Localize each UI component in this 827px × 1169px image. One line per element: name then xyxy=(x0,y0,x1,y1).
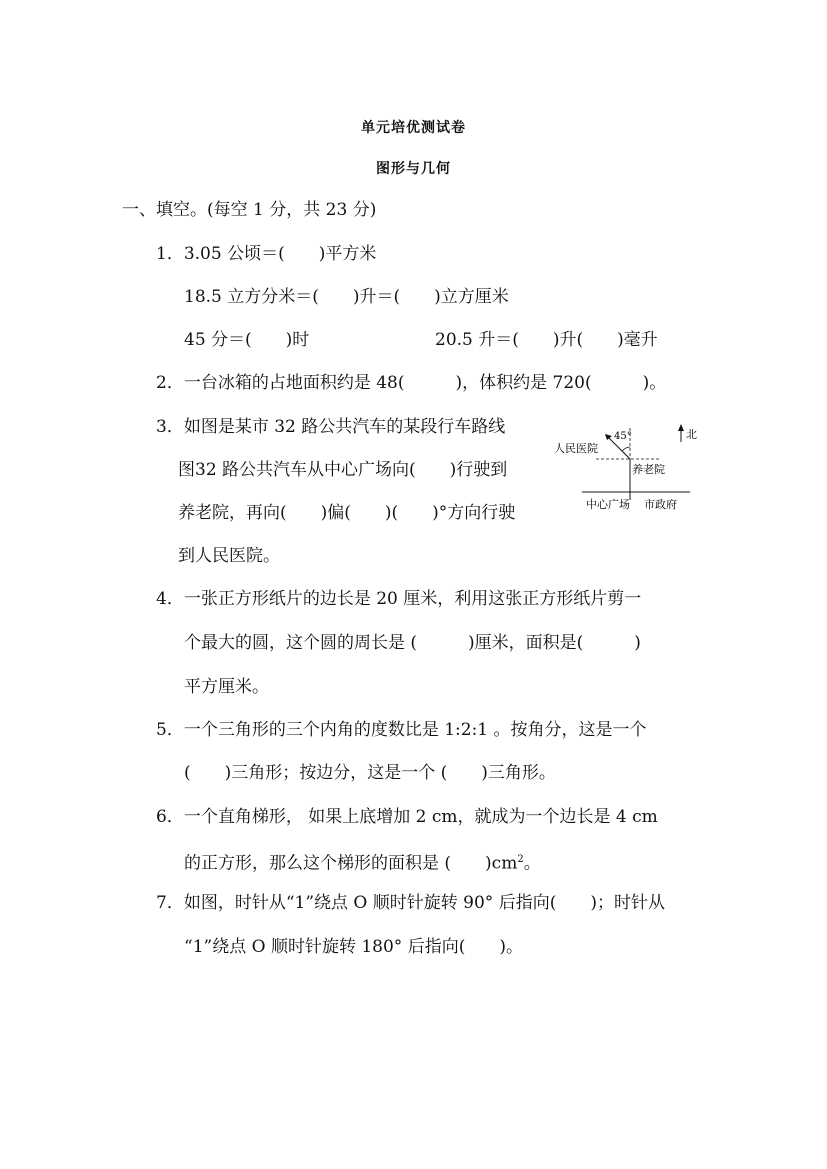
q3-line-4: 到人民医院。 xyxy=(178,546,280,566)
page-subtitle: 图形与几何 xyxy=(376,161,451,177)
q1-line-4: 20.5 升＝( )升( )毫升 xyxy=(435,330,658,350)
q2-line: 2．一台冰箱的占地面积约是 48( )，体积约是 720( )。 xyxy=(156,373,667,393)
q6-line-1: 6．一个直角梯形， 如果上底增加 2 cm，就成为一个边长是 4 cm xyxy=(156,807,658,827)
route-arrow xyxy=(605,434,612,440)
q4-line-1: 4．一张正方形纸片的边长是 20 厘米，利用这张正方形纸片剪一 xyxy=(156,589,642,609)
q5-line-1: 5．一个三角形的三个内角的度数比是 1:2:1 。按角分，这是一个 xyxy=(156,720,647,740)
section-heading: 一、填空。(每空 1 分，共 23 分) xyxy=(122,200,377,220)
q6-line-2 xyxy=(184,849,541,875)
q4-line-3: 平方厘米。 xyxy=(184,677,269,697)
city-hall-label: 市政府 xyxy=(644,498,677,511)
angle-label: 45° xyxy=(614,431,632,442)
route-map xyxy=(550,420,700,520)
q1-line-3: 45 分＝( )时 xyxy=(184,330,310,350)
q7-line-1: 7．如图，时针从“1”绕点 O 顺时针旋转 90° 后指向( )；时针从 xyxy=(156,893,665,913)
q6-line-2-text: 的正方形，那么这个梯形的面积是 ( )cm xyxy=(184,853,518,874)
q7-line-2: “1”绕点 O 顺时针旋转 180° 后指向( )。 xyxy=(184,937,523,957)
q1-line-1: 1．3.05 公顷＝( )平方米 xyxy=(156,244,377,264)
q3-line-2: 图32 路公共汽车从中心广场向( )行驶到 xyxy=(178,460,508,480)
q3-line-1: 3．如图是某市 32 路公共汽车的某段行车路线 xyxy=(156,417,506,437)
hospital-label: 人民医院 xyxy=(554,442,598,455)
q6-superscript: 2 xyxy=(517,854,524,865)
q5-line-2: ( )三角形；按边分，这是一个 ( )三角形。 xyxy=(184,763,556,783)
q6-line-2-end: 。 xyxy=(523,853,541,874)
center-square-label: 中心广场 xyxy=(586,498,630,511)
nursing-home-label: 养老院 xyxy=(632,463,665,476)
page-title: 单元培优测试卷 xyxy=(361,120,466,136)
angle-arc xyxy=(622,447,630,451)
q1-line-2: 18.5 立方分米＝( )升＝( )立方厘米 xyxy=(184,287,509,307)
q4-line-2: 个最大的圆，这个圆的周长是 ( )厘米，面积是( ) xyxy=(184,633,641,653)
north-label: 北 xyxy=(686,428,697,441)
q3-line-3: 养老院，再向( )偏( )( )°方向行驶 xyxy=(178,503,516,523)
north-arrow-head xyxy=(678,424,684,431)
